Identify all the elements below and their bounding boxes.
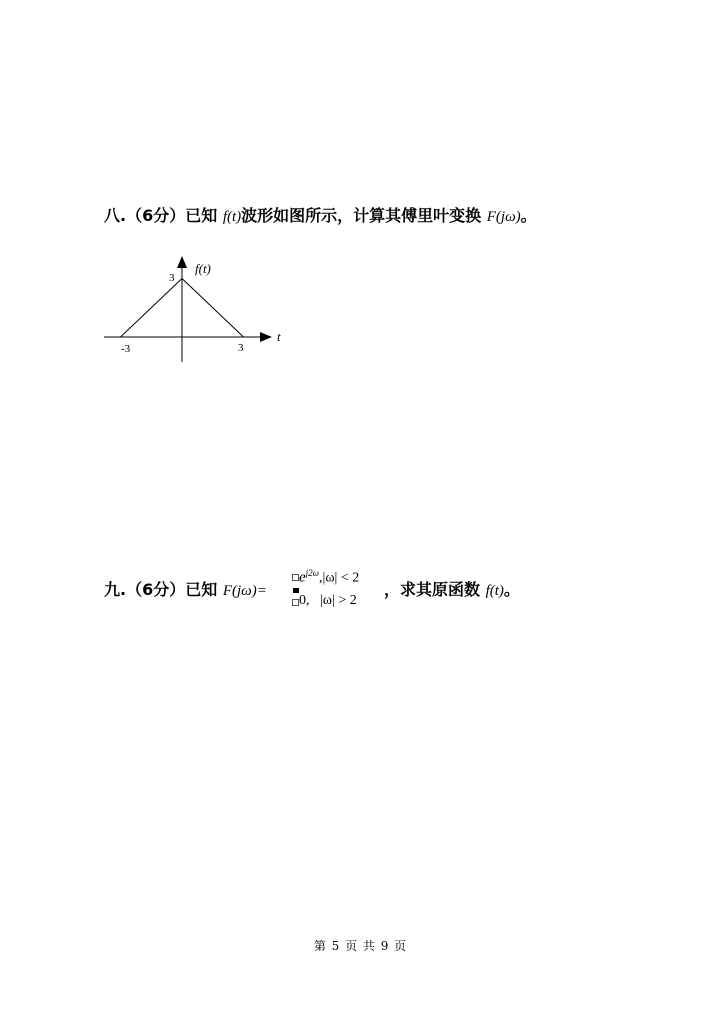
problem-score: （6分） [126, 580, 186, 599]
right-tick-label: 3 [238, 342, 244, 354]
problem-number: 八. [104, 206, 127, 225]
problem-9 [104, 582, 267, 599]
math-fjw: F(jω)= [222, 583, 267, 599]
y-axis-arrow [177, 256, 187, 268]
problem-text: ，求其原函数 [384, 580, 481, 599]
problem-text: 。 [503, 580, 520, 599]
problem-9-tail [384, 582, 520, 599]
problem-text: 已知 [185, 580, 218, 599]
brace-bottom-glyph [292, 599, 299, 606]
case-1: $e^{j2\omega},|\omega| < 2$ [299, 568, 360, 586]
peak-label: 3 [169, 272, 175, 284]
problem-8 [104, 208, 537, 225]
waveform-rising-edge [121, 279, 183, 338]
waveform-falling-edge [182, 279, 244, 338]
case-2: 0, |ω| > 2 [299, 593, 357, 608]
problem-text: 。 [520, 206, 537, 225]
math-ft: f(t) [222, 209, 242, 225]
y-axis-label: f(t) [195, 261, 211, 276]
page-footer: 第 5 页 共 9 页 [313, 939, 408, 953]
problem-score: （6分） [126, 206, 186, 225]
x-axis-arrow [260, 332, 272, 342]
x-axis-label: t [277, 329, 281, 344]
brace-top-glyph [292, 574, 299, 581]
math-fjw: F(jω) [486, 209, 521, 225]
math-ft: f(t) [485, 583, 504, 599]
left-tick-label: -3 [121, 343, 131, 355]
waveform-figure [100, 250, 300, 370]
problem-text: 已知 [185, 206, 218, 225]
problem-text: 波形如图所示，计算其傅里叶变换 [241, 206, 482, 225]
problem-number: 九. [104, 580, 127, 599]
piecewise-definition [291, 567, 383, 615]
